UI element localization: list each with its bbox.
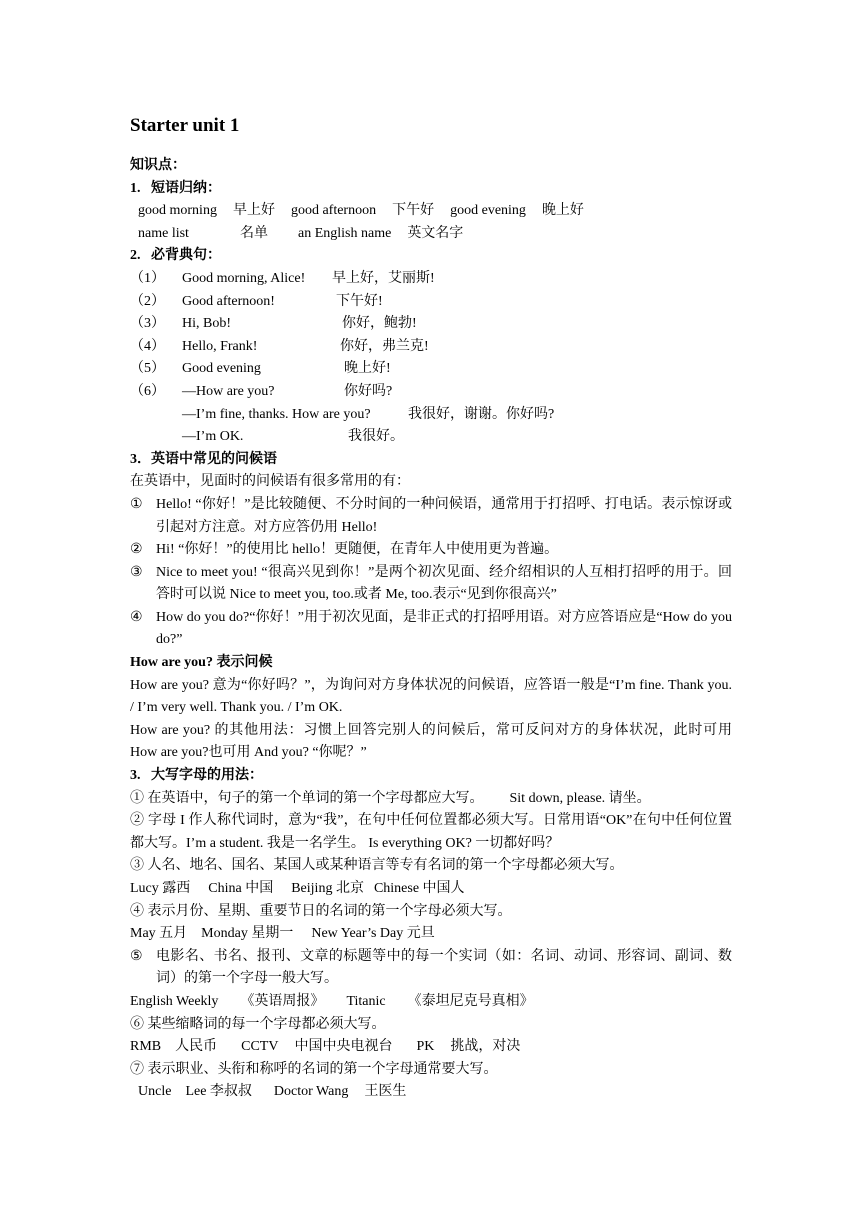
how-are-you-heading: How are you? 表示问候 xyxy=(130,655,273,671)
section-3-intro: 在英语中，见面时的问候语有很多常用的有： xyxy=(130,474,410,490)
phrase-en: an English name xyxy=(298,225,392,241)
rule-7-example: Uncle Lee 李叔叔 Doctor Wang 王医生 xyxy=(138,1084,407,1100)
phrase-zh: 早上好 xyxy=(232,203,275,219)
phrase-row-1 xyxy=(130,200,732,223)
rule-5-example: English Weekly 《英语周报》 Titanic 《泰坦尼克号真相》 xyxy=(130,993,534,1009)
phrase-zh: 名单 xyxy=(240,225,268,241)
greeting-item: ② Hi! “你好！”的使用比 hello！更随便，在青年人中使用更为普遍。 xyxy=(130,542,559,558)
rule-1: ① 在英语中，句子的第一个单词的第一个字母都应大写。 Sit down, please. 请坐。 xyxy=(130,790,651,806)
phrase-row-2 xyxy=(130,223,732,246)
phrase-zh: 英文名字 xyxy=(407,225,464,241)
rule-6: ⑥ 某些缩略词的每一个字母都必须大写。 xyxy=(130,1016,386,1032)
rule-3-example: Lucy 露西 China 中国 Beijing 北京 Chinese 中国人 xyxy=(130,881,465,896)
document-page xyxy=(130,113,732,1104)
dialog-line: —I’m OK. 我很好。 xyxy=(182,429,404,445)
sentence-row: （2） Good afternoon! 下午好! xyxy=(130,293,383,309)
sentence-row: （6） —How are you? 你好吗? xyxy=(130,383,393,399)
phrase-en: name list xyxy=(138,225,189,241)
section-2-heading: 2. 必背典句： xyxy=(130,248,221,264)
greeting-item: ④ How do you do?“你好！”用于初次见面，是非正式的打招呼用语。对方应答语应是“How do you do?” xyxy=(130,609,732,648)
phrase-en: good morning xyxy=(138,203,217,219)
phrase-en: good afternoon xyxy=(290,203,377,219)
rule-2: ② 字母 I 作人称代词时，意为“我”，在句中任何位置都必须大写。日常用语“OK”在句中任何位置都大写。I’m a student. 我是一名学生。 Is everything OK? 一切都好吗？ xyxy=(130,813,732,851)
greeting-item: ③ Nice to meet you! “很高兴见到你！”是两个初次见面、经介绍相识的人互相打招呼的用于。回答时可以说 Nice to meet you, too.或者 Me, too.表示“见到你很高兴” xyxy=(130,564,732,603)
rule-4: ④ 表示月份、星期、重要节日的名词的第一个字母必须大写。 xyxy=(130,903,512,919)
section-3-heading: 3．英语中常见的问候语 xyxy=(130,451,277,467)
dialog-line: —I’m fine, thanks. How are you? 我很好，谢谢。你好吗? xyxy=(182,406,555,422)
sentence-row: （4） Hello, Frank! 你好，弗兰克! xyxy=(130,338,429,354)
rule-4-example: May 五月 Monday 星期一 New Year’s Day 元旦 xyxy=(130,926,435,942)
how-are-you-paragraph-2: How are you? 的其他用法：习惯上回答完别人的问候后，常可反问对方的身体状况，此时可用 How are you?也可用 And you? “你呢？” xyxy=(130,722,732,761)
rule-3: ③ 人名、地名、国名、某国人或某种语言等专有名词的第一个字母都必须大写。 xyxy=(130,858,624,874)
capital-letters-heading: 3. 大写字母的用法： xyxy=(130,768,263,784)
how-are-you-paragraph-1: How are you? 意为“你好吗？”，为询问对方身体状况的问候语，应答语一般是“I’m fine. Thank you. / I’m very well. Thank you. / I’m OK. xyxy=(130,677,732,716)
phrase-zh: 下午好 xyxy=(392,203,435,219)
knowledge-label: 知识点： xyxy=(130,158,186,173)
rule-6-example: RMB 人民币 CCTV 中国中央电视台 PK 挑战，对决 xyxy=(130,1039,521,1055)
rule-7: ⑦ 表示职业、头衔和称呼的名词的第一个字母通常要大写。 xyxy=(130,1061,498,1077)
phrase-zh: 晚上好 xyxy=(541,203,584,219)
section-1-heading: 1. 短语归纳： xyxy=(130,180,221,196)
sentence-row: （5） Good evening 晚上好! xyxy=(130,361,391,377)
phrase-en: good evening xyxy=(450,203,526,219)
sentence-row: （3） Hi, Bob! 你好，鲍勃! xyxy=(130,316,417,332)
page-title: Starter unit 1 xyxy=(130,115,240,136)
rule-5: ⑤ 电影名、书名、报刊、文章的标题等中的每一个实词（如：名词、动词、形容词、副词、数词）的第一个字母一般大写。 xyxy=(130,948,732,987)
sentence-row: （1） Good morning, Alice! 早上好，艾丽斯! xyxy=(130,270,435,286)
greeting-item: ① Hello! “你好！”是比较随便、不分时间的一种问候语，通常用于打招呼、打电话。表示惊讶或引起对方注意。对方应答仍用 Hello! xyxy=(130,496,732,535)
